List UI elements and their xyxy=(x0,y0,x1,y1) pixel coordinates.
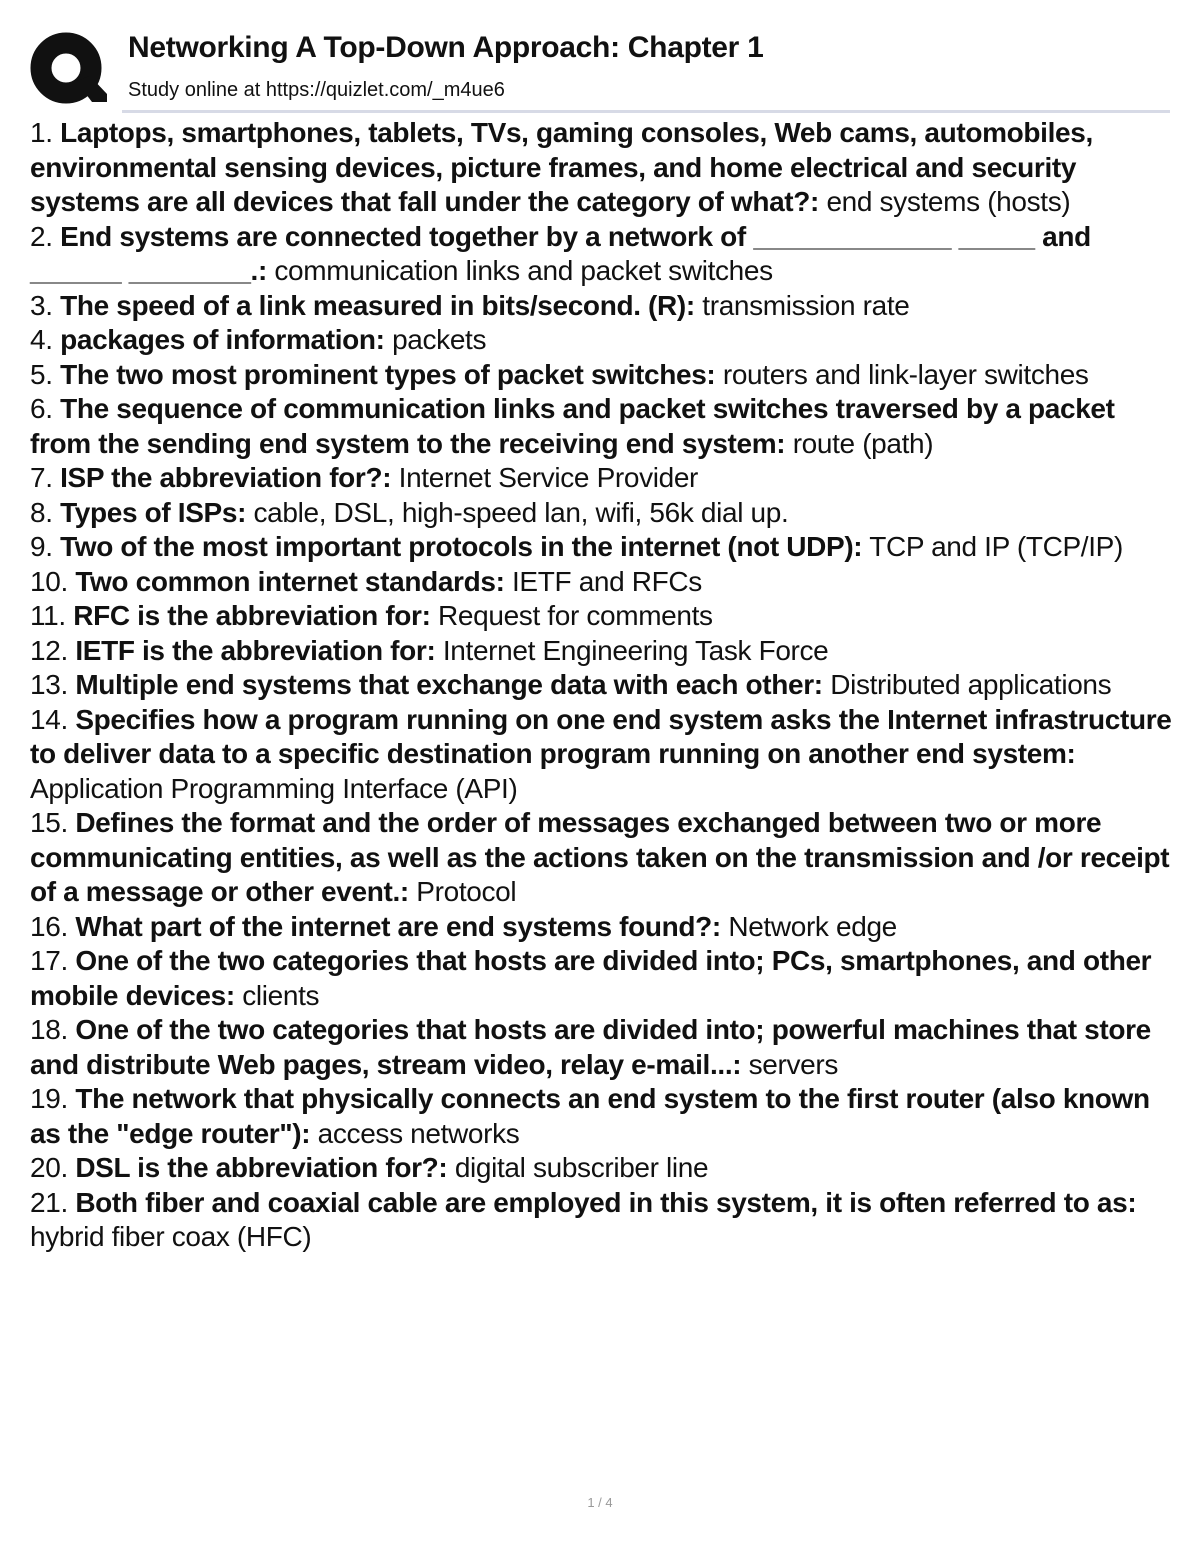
definition: Distributed applications xyxy=(830,669,1112,700)
item-number: 4. xyxy=(30,324,53,355)
header-divider xyxy=(122,110,1170,113)
definition: route (path) xyxy=(792,427,934,459)
list-item xyxy=(30,220,1175,289)
definition: cable, DSL, high-speed lan, wifi, 56k dial up. xyxy=(253,496,789,528)
item-number: 15. xyxy=(30,807,68,838)
term: DSL is the abbreviation for?: xyxy=(75,1152,448,1183)
definition: IETF and RFCs xyxy=(512,565,702,597)
term: Types of ISPs: xyxy=(60,496,247,528)
item-number: 5. xyxy=(30,358,53,390)
item-number: 14. xyxy=(30,703,68,735)
definition: routers and link-layer switches xyxy=(722,358,1089,390)
page-header xyxy=(0,0,1200,115)
page-number: 1 / 4 xyxy=(587,1495,613,1510)
item-number: 18. xyxy=(30,1014,68,1045)
definition: Protocol xyxy=(416,876,517,907)
list-item xyxy=(30,634,1175,669)
item-number: 11. xyxy=(30,600,66,631)
list-item xyxy=(30,496,1175,531)
list-item xyxy=(30,530,1175,565)
list-item xyxy=(30,599,1175,634)
term: Two of the most important protocols in the internet (not UDP): xyxy=(60,531,863,562)
term: One of the two categories that hosts are divided into; PCs, smartphones, and other mobile devices: xyxy=(30,945,1152,1011)
list-item xyxy=(30,392,1175,461)
definition: servers xyxy=(748,1048,838,1080)
list-item xyxy=(30,565,1175,600)
term: packages of information: xyxy=(60,324,385,355)
item-number: 1. xyxy=(30,117,53,148)
term: End systems are connected together by a network of _____________ _____ and ______ ________.: xyxy=(30,220,1091,286)
item-number: 9. xyxy=(30,531,53,562)
term: IETF is the abbreviation for: xyxy=(75,634,436,666)
definition: hybrid fiber coax (HFC) xyxy=(30,1221,312,1252)
definition: Request for comments xyxy=(438,600,713,631)
item-number: 6. xyxy=(30,393,53,424)
page-title: Networking A Top-Down Approach: Chapter 1 xyxy=(128,31,764,64)
term: Specifies how a program running on one end system asks the Internet infrastructure to deliver data to a specific destination program running on another end system: xyxy=(30,703,1172,769)
list-item xyxy=(30,323,1175,358)
definition: Internet Service Provider xyxy=(398,462,699,493)
study-online-link[interactable]: Study online at https://quizlet.com/_m4ue6 xyxy=(128,79,505,101)
list-item xyxy=(30,1013,1175,1082)
term: ISP the abbreviation for?: xyxy=(60,462,392,493)
list-item xyxy=(30,1186,1175,1255)
item-number: 2. xyxy=(30,220,53,252)
list-item xyxy=(30,806,1175,910)
definition: packets xyxy=(392,324,487,355)
item-number: 17. xyxy=(30,945,68,976)
definition: Application Programming Interface (API) xyxy=(30,772,518,804)
term: Both fiber and coaxial cable are employed in this system, it is often referred to as: xyxy=(75,1186,1137,1218)
definition: end systems (hosts) xyxy=(826,186,1071,217)
item-number: 7. xyxy=(30,462,53,493)
definition: transmission rate xyxy=(702,289,910,321)
item-number: 16. xyxy=(30,910,68,942)
list-item xyxy=(30,703,1175,807)
list-item xyxy=(30,461,1175,496)
item-number: 13. xyxy=(30,669,68,700)
term: What part of the internet are end systems found?: xyxy=(75,910,721,942)
list-item xyxy=(30,358,1175,393)
term: The speed of a link measured in bits/second. (R): xyxy=(60,289,695,321)
item-number: 3. xyxy=(30,289,53,321)
item-number: 10. xyxy=(30,565,68,597)
definition: access networks xyxy=(317,1117,520,1149)
item-number: 12. xyxy=(30,634,68,666)
flashcard-list xyxy=(30,116,1175,1255)
list-item xyxy=(30,1151,1175,1186)
definition: digital subscriber line xyxy=(454,1152,709,1183)
term: RFC is the abbreviation for: xyxy=(73,600,431,631)
item-number: 20. xyxy=(30,1152,68,1183)
term: One of the two categories that hosts are divided into; powerful machines that store and distribute Web pages, stream video, relay e-mail...: xyxy=(30,1014,1151,1080)
list-item xyxy=(30,1082,1175,1151)
definition: Network edge xyxy=(728,910,897,942)
list-item xyxy=(30,944,1175,1013)
definition: TCP and IP (TCP/IP) xyxy=(869,531,1123,562)
item-number: 21. xyxy=(30,1186,68,1218)
definition: Internet Engineering Task Force xyxy=(442,634,829,666)
term: Multiple end systems that exchange data with each other: xyxy=(75,669,823,700)
term: Laptops, smartphones, tablets, TVs, gaming consoles, Web cams, automobiles, environmental sensing devices, picture frames, and home electrical and security systems are all devices that fall under the category of what?: xyxy=(30,117,1093,217)
term: The sequence of communication links and packet switches traversed by a packet from the sending end system to the receiving end system: xyxy=(30,393,1115,459)
definition: communication links and packet switches xyxy=(274,255,773,286)
list-item xyxy=(30,289,1175,324)
item-number: 19. xyxy=(30,1083,68,1114)
term: The network that physically connects an end system to the first router (also known as the "edge router"): xyxy=(30,1083,1150,1149)
item-number: 8. xyxy=(30,496,53,528)
definition: clients xyxy=(242,979,320,1011)
list-item xyxy=(30,910,1175,945)
term: The two most prominent types of packet switches: xyxy=(60,358,716,390)
term: Two common internet standards: xyxy=(75,565,505,597)
list-item xyxy=(30,668,1175,703)
list-item xyxy=(30,116,1175,220)
quizlet-q-logo-icon xyxy=(30,32,108,106)
term: Defines the format and the order of messages exchanged between two or more communicating entities, as well as the actions taken on the transmission and /or receipt of a message or other event.: xyxy=(30,807,1170,907)
